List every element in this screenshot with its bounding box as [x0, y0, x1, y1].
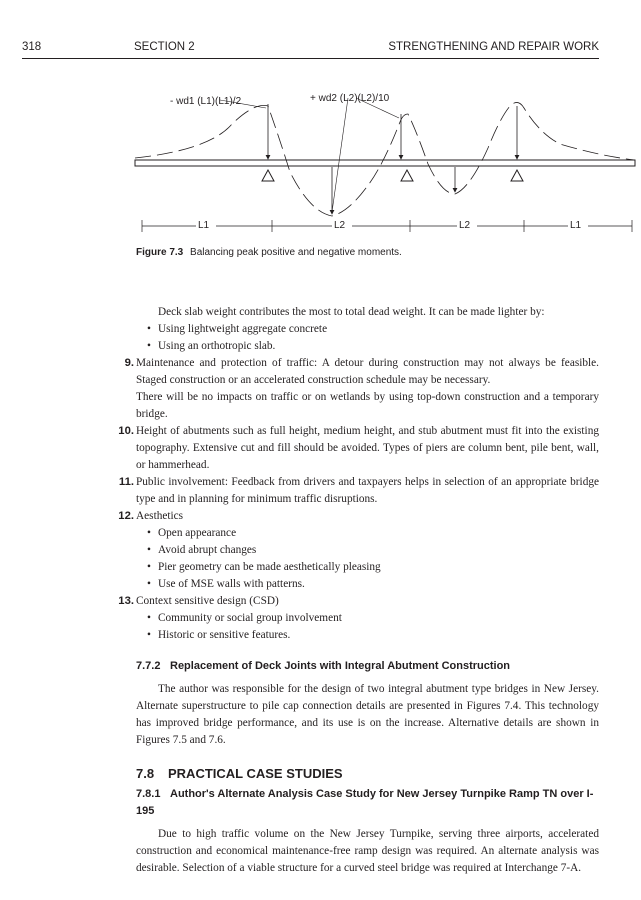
- subsection-title: Author's Alternate Analysis Case Study for New Jersey Turnpike Ramp TN over I-195: [136, 788, 594, 817]
- item-number: 9.: [124, 357, 134, 369]
- support-triangle: [401, 170, 413, 181]
- item-text: There will be no impacts on traffic or on wetlands by using top-down construction and a temporary bridge.: [136, 391, 599, 420]
- figure-caption-text: Balancing peak positive and negative moments.: [190, 247, 402, 258]
- paragraph: Due to high traffic volume on the New Jersey Turnpike, serving three airports, accelerated construction and economical maintenance-free ramp design was required. An alternate analysis was desirable. Selection of a viable structure for a curved steel bridge was required at Interchange 7-A.: [136, 828, 599, 874]
- header-rule: [22, 58, 599, 59]
- support-triangle: [511, 170, 523, 181]
- list-item: • Open appearance: [136, 525, 599, 542]
- section-number: 7.8: [136, 766, 155, 781]
- list-item: • Historic or sensitive features.: [136, 627, 599, 644]
- figure-number: Figure 7.3: [136, 247, 184, 258]
- section-title: PRACTICAL CASE STUDIES: [168, 766, 343, 781]
- span-label: L1: [570, 220, 582, 231]
- subsection-title: Replacement of Deck Joints with Integral Abutment Construction: [170, 660, 511, 672]
- moment-diagram-figure: [120, 84, 640, 244]
- leader-lines: [220, 98, 399, 212]
- list-item: • Community or social group involvement: [136, 610, 599, 627]
- body-text: [118, 304, 599, 877]
- item-text: Aesthetics: [136, 510, 184, 522]
- numbered-item-10: [118, 423, 599, 474]
- list-item: • Using lightweight aggregate concrete: [136, 321, 599, 338]
- list-item: • Using an orthotropic slab.: [136, 338, 599, 355]
- section-label: SECTION 2: [134, 41, 195, 53]
- positive-moment-label: + wd2 (L2)(L2)/10: [310, 93, 390, 104]
- item-number: 12.: [118, 510, 134, 522]
- span-label: L2: [459, 220, 471, 231]
- item-number: 10.: [118, 425, 134, 437]
- chapter-title: STRENGTHENING AND REPAIR WORK: [388, 41, 599, 53]
- supports: [262, 170, 523, 181]
- numbered-item-13: [118, 593, 599, 644]
- subsection-number: 7.8.1: [136, 788, 161, 800]
- page-number: 318: [22, 41, 42, 53]
- item-text: Public involvement: Feedback from drivers and taxpayers helps in selection of an appropriate bridge type and in planning for minimum traffic disruptions.: [136, 476, 599, 505]
- item-number: 13.: [118, 595, 134, 607]
- beam: [135, 160, 635, 166]
- numbered-item-9: [124, 355, 599, 423]
- subsection-heading: [136, 786, 599, 820]
- list-item: • Pier geometry can be made aesthetically pleasing: [136, 559, 599, 576]
- paragraph: Deck slab weight contributes the most to total dead weight. It can be made lighter by:: [158, 306, 545, 318]
- running-header: [22, 41, 599, 57]
- subsection-number: 7.7.2: [136, 660, 161, 672]
- section-heading: [136, 765, 599, 782]
- span-label: L2: [334, 220, 346, 231]
- numbered-item-12: [118, 508, 599, 593]
- item-text: Maintenance and protection of traffic: A detour during construction may not always be feasible. Staged construction or an accelerated construction schedule may be necessary.: [136, 357, 599, 386]
- support-triangle: [262, 170, 274, 181]
- numbered-item-11: [118, 474, 599, 508]
- negative-moment-label: - wd1 (L1)(L1)/2: [170, 96, 242, 107]
- span-label: L1: [198, 220, 210, 231]
- paragraph: The author was responsible for the design of two integral abutment type bridges in New Jersey. Alternate superstructure to pile cap connection details are presented in Figures 7.4. This technology has improved bridge performance, and its use is on the increase. Alternative details are shown in Figures 7.5 and 7.6.: [136, 683, 599, 746]
- subsection-heading: [136, 658, 599, 675]
- figure-caption: [136, 247, 402, 258]
- list-item: • Use of MSE walls with patterns.: [136, 576, 599, 593]
- item-number: 11.: [118, 476, 134, 488]
- item-text: Height of abutments such as full height, medium height, and stub abutment must fit into the existing topography. Extensive cut and fill should be avoided. Types of piers are column bent, pile bent, wall, or hammerhead.: [136, 425, 599, 471]
- list-item: • Avoid abrupt changes: [136, 542, 599, 559]
- item-text: Context sensitive design (CSD): [136, 595, 279, 607]
- moment-curve: [135, 102, 635, 216]
